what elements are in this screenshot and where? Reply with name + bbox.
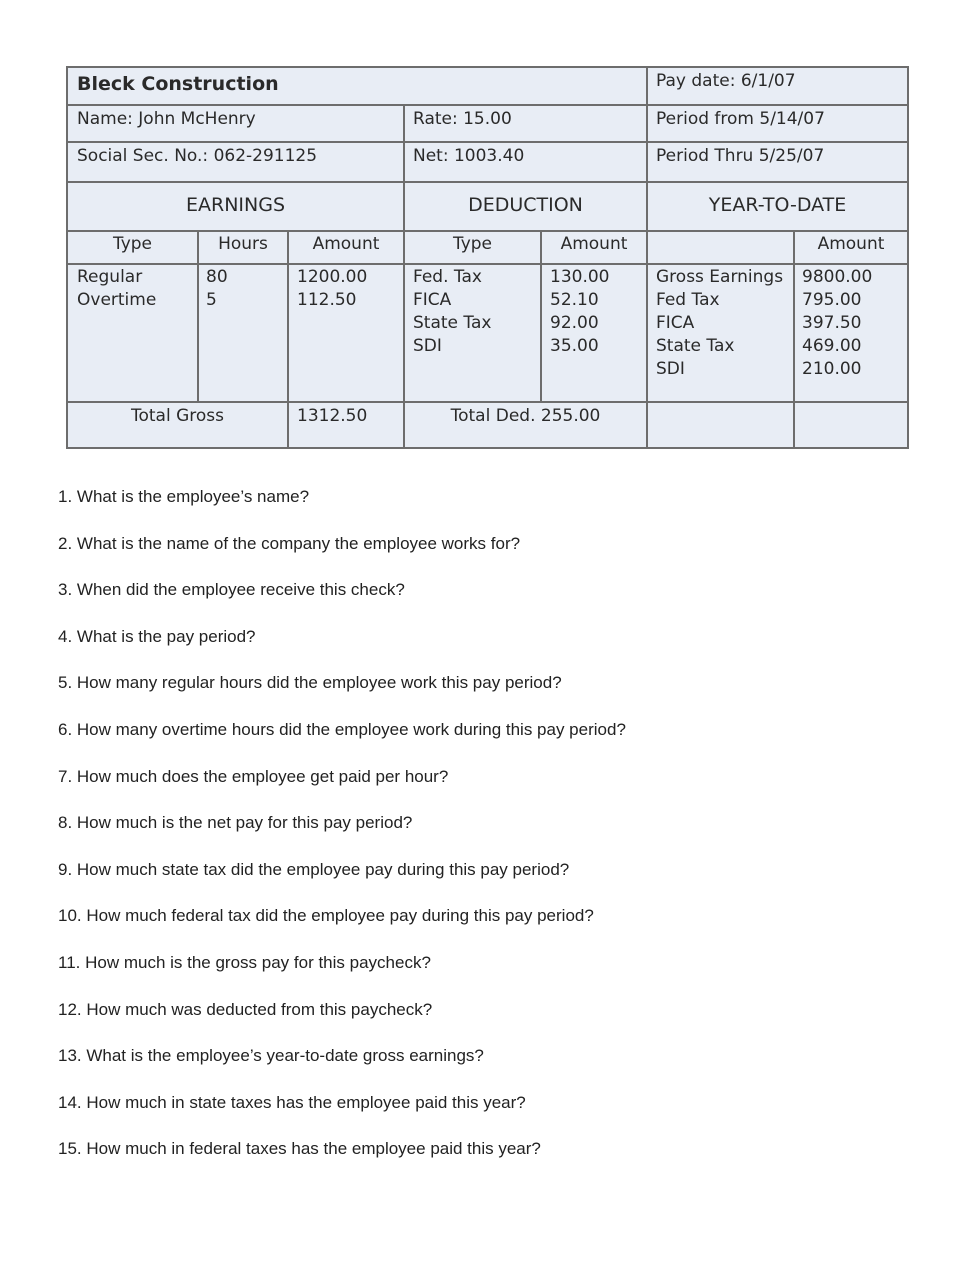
- pay-rate: Rate: 15.00: [413, 109, 512, 129]
- deduction-type: SDI: [413, 336, 442, 356]
- rule: [540, 230, 542, 403]
- question: 9. How much state tax did the employee pay during this pay period?: [58, 859, 570, 879]
- ytd-label: SDI: [656, 359, 685, 379]
- question: 4. What is the pay period?: [58, 626, 256, 646]
- rule: [197, 230, 199, 403]
- rule: [68, 104, 907, 106]
- question: 14. How much in state taxes has the employee paid this year?: [58, 1092, 526, 1112]
- deduction-amount: 35.00: [550, 336, 599, 356]
- question: 10. How much federal tax did the employee pay during this pay period?: [58, 906, 594, 926]
- question: 5. How many regular hours did the employee work this pay period?: [58, 673, 562, 693]
- question: 8. How much is the net pay for this pay period?: [58, 813, 413, 833]
- question: 12. How much was deducted from this paycheck?: [58, 999, 433, 1019]
- earnings-amounts: [297, 266, 367, 312]
- ytd-labels: [656, 266, 783, 381]
- ded-amount-header: Amount: [560, 234, 628, 254]
- rule: [287, 230, 289, 447]
- deduction-amount: 52.10: [550, 290, 599, 310]
- period-thru: Period Thru 5/25/07: [656, 146, 825, 166]
- question: 7. How much does the employee get paid per hour?: [58, 766, 449, 786]
- question: 2. What is the name of the company the employee works for?: [58, 533, 521, 553]
- question: 11. How much is the gross pay for this paycheck?: [58, 952, 431, 972]
- employee-name: Name: John McHenry: [77, 109, 256, 129]
- earning-type: Regular: [77, 267, 143, 287]
- earnings-hours: [206, 266, 228, 312]
- ytd-amount: 9800.00: [802, 267, 873, 287]
- earn-hours-header: Hours: [218, 234, 268, 254]
- question: 13. What is the employee’s year-to-date gross earnings?: [58, 1046, 484, 1066]
- pay-stub: [66, 66, 909, 449]
- rule: [68, 230, 907, 232]
- deduction-type: FICA: [413, 290, 452, 310]
- earning-hours: 5: [206, 290, 217, 310]
- total-gross-value: 1312.50: [297, 406, 368, 426]
- rule: [793, 230, 795, 447]
- deduction-amounts: [550, 266, 609, 358]
- ytd-amount-header: Amount: [817, 234, 885, 254]
- ytd-label: State Tax: [656, 336, 735, 356]
- earnings-types: [77, 266, 156, 312]
- deduction-header: DEDUCTION: [468, 194, 583, 216]
- ytd-label: Fed Tax: [656, 290, 720, 310]
- question: 6. How many overtime hours did the employee work during this pay period?: [58, 719, 626, 739]
- question-list: [58, 486, 938, 1185]
- earn-type-header: Type: [112, 234, 153, 254]
- social-security-number: Social Sec. No.: 062-291125: [77, 146, 318, 166]
- question: 1. What is the employee’s name?: [58, 487, 310, 506]
- ytd-amount: 795.00: [802, 290, 862, 310]
- ytd-amount: 210.00: [802, 359, 862, 379]
- ytd-amount: 469.00: [802, 336, 862, 356]
- ytd-label: FICA: [656, 313, 695, 333]
- earn-amount-header: Amount: [312, 234, 380, 254]
- ytd-amount: 397.50: [802, 313, 862, 333]
- period-from: Period from 5/14/07: [656, 109, 825, 129]
- rule: [68, 401, 907, 403]
- ytd-label: Gross Earnings: [656, 267, 784, 287]
- total-deductions: Total Ded. 255.00: [450, 406, 601, 426]
- deduction-amount: 92.00: [550, 313, 599, 333]
- earning-amount: 1200.00: [297, 267, 368, 287]
- question: 3. When did the employee receive this check?: [58, 580, 405, 600]
- rule: [68, 141, 907, 143]
- pay-date: Pay date: 6/1/07: [656, 71, 796, 91]
- total-gross-label: Total Gross: [130, 406, 224, 426]
- question: 15. How much in federal taxes has the employee paid this year?: [58, 1139, 541, 1159]
- rule: [646, 68, 648, 447]
- net-pay: Net: 1003.40: [413, 146, 525, 166]
- ytd-amounts: [802, 266, 872, 381]
- ded-type-header: Type: [452, 234, 493, 254]
- earning-amount: 112.50: [297, 290, 357, 310]
- deduction-type: State Tax: [413, 313, 492, 333]
- earning-type: Overtime: [77, 290, 157, 310]
- earning-hours: 80: [206, 267, 228, 287]
- rule: [68, 263, 907, 265]
- rule: [403, 104, 405, 447]
- rule: [68, 181, 907, 183]
- deduction-amount: 130.00: [550, 267, 610, 287]
- ytd-header: YEAR-TO-DATE: [708, 194, 847, 216]
- earnings-header: EARNINGS: [185, 194, 286, 216]
- deduction-types: [413, 266, 491, 358]
- deduction-type: Fed. Tax: [413, 267, 482, 287]
- company-name: Bleck Construction: [77, 73, 279, 95]
